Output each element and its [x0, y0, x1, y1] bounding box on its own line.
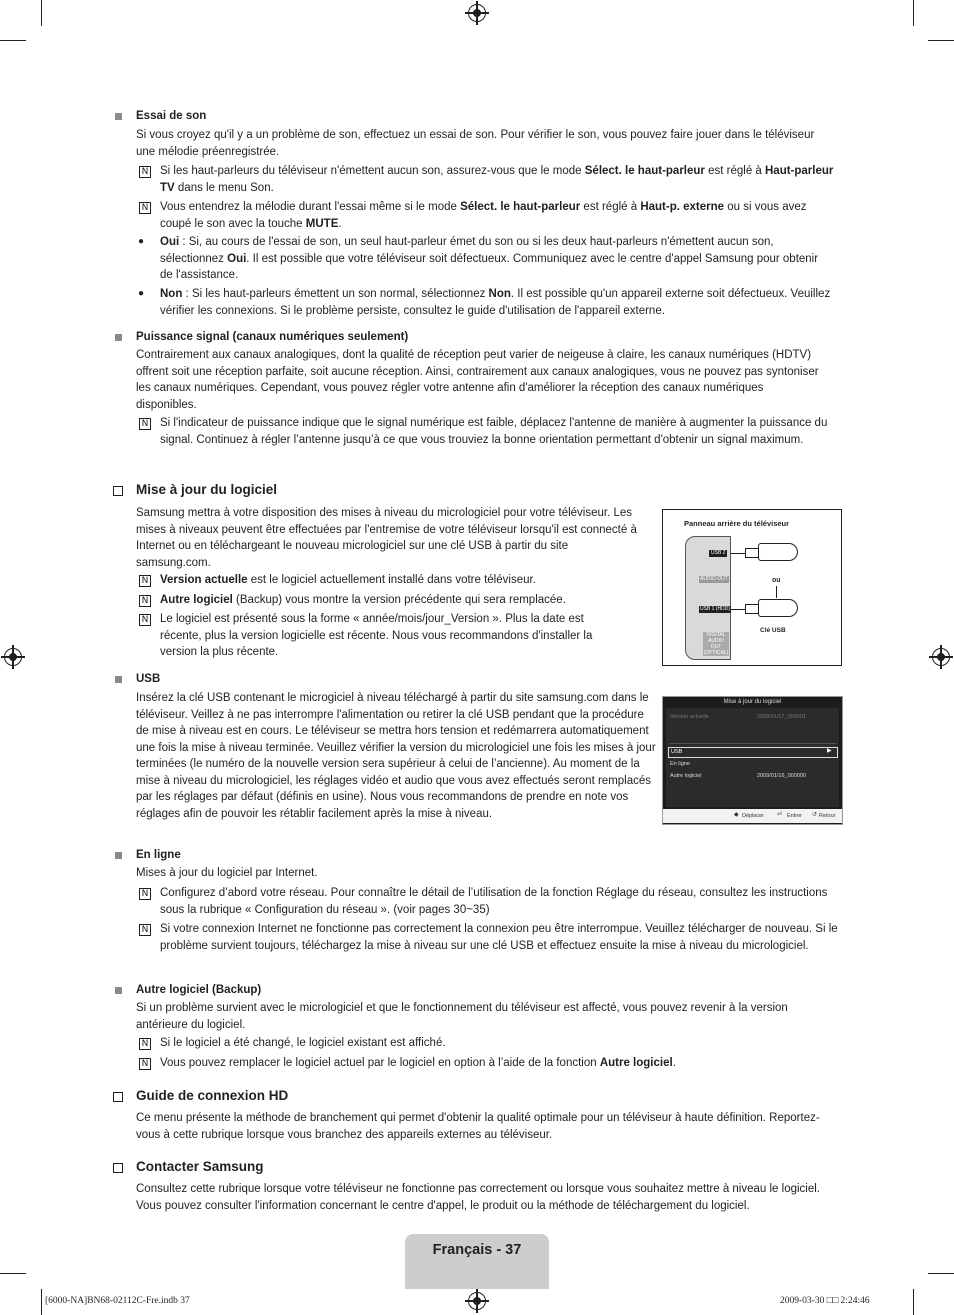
note-icon: N	[139, 888, 151, 900]
note-icon: N	[139, 924, 151, 936]
note-icon: N	[139, 614, 151, 626]
registration-mark-top	[468, 4, 486, 22]
section-title-puissance-signal: Puissance signal (canaux numériques seulement)	[136, 331, 409, 343]
print-date-info: 2009-03-30 □□ 2:24:46	[780, 1296, 870, 1306]
menu-row-usb[interactable]	[668, 747, 838, 758]
print-file-info: [6000-NA]BN68-02112C-Fre.indb 37	[45, 1296, 190, 1306]
enter-icon: ⏎	[777, 812, 783, 818]
bullet-square-icon	[115, 676, 122, 683]
rear-panel-title: Panneau arrière du téléviseur	[684, 519, 790, 528]
autre-logiciel-note-1: Si le logiciel a été changé, le logiciel existant est affiché.	[160, 1037, 446, 1049]
note-icon: N	[139, 1058, 151, 1070]
section-checkbox-icon	[113, 1163, 123, 1173]
usb-plug	[745, 604, 759, 614]
essai-oui: Oui : Si, au cours de l'essai de son, un seul haut-parleur émet du son ou si les deux haut-parleurs n'émettent aucun son, sélectionnez Oui. Il est possible que votre téléviseur soit défectueux. Communiquez avec le centre d'appel Samsung pour obtenir de l'assistance.	[160, 236, 819, 281]
note-icon: N	[139, 166, 151, 178]
page-number-label: Français - 37	[432, 1242, 522, 1258]
section-checkbox-icon	[113, 1092, 123, 1102]
usb-connector-line	[731, 609, 745, 610]
usb-key-icon	[758, 599, 798, 617]
section-title-autre-logiciel: Autre logiciel (Backup)	[136, 984, 262, 996]
note-icon: N	[139, 575, 151, 587]
usb-body: Insérez la clé USB contenant le microgiciel à niveau téléchargé à partir du site samsung.com dans le téléviseur. Veillez à ne pas interrompre l'alimentation ou retirer la clé USB pendant que la procédure de mise à niveau est en cours. Le téléviseur se mettra hors tension et redémarrera automatiquement une fois la mise à niveau terminée. Veuillez vérifier la version du micrologiciel une fois les mises à jour terminées (le numéro de la nouvelle version sera supérieur à celui de l’ancienne). Au moment de la mise à niveau du micrologiciel, les réglages vidéo et audio que vous avez effectués seront remplacés par les réglages par défaut (définis en usine). Nous vous recommandons de prendre en note vos réglages afin de pouvoir les rétablir facilement après la mise à niveau.	[136, 692, 656, 820]
section-title-guide: Guide de connexion HD	[136, 1088, 289, 1103]
bullet-square-icon	[115, 113, 122, 120]
return-icon: ↺	[812, 812, 818, 818]
note-icon: N	[139, 1038, 151, 1050]
registration-mark-bottom	[468, 1292, 486, 1310]
menu-row-usb-label: USB	[671, 749, 683, 755]
ou-connector-line	[776, 586, 777, 598]
port-usb1-label: USB 1 (HDD)	[700, 606, 731, 612]
menu-title: Mise à jour du logiciel	[723, 699, 782, 705]
menu-row-autre-label[interactable]: Autre logiciel	[670, 773, 702, 779]
section-checkbox-icon	[113, 486, 123, 496]
autre-logiciel-note-2: Vous pouvez remplacer le logiciel actuel par le logiciel en option à l’aide de la fonction Autre logiciel.	[160, 1057, 676, 1069]
section-title-en-ligne: En ligne	[136, 849, 181, 861]
en-ligne-note-1: Configurez d’abord votre réseau. Pour connaître le détail de l’utilisation de la fonction Réglage du réseau, consultez les instructions sous la rubrique « Configuration du réseau ». (voir pages 30~35)	[160, 887, 828, 916]
puissance-signal-note: Si l'indicateur de puissance indique que le signal numérique est faible, déplacez l'antenne de manière à augmenter la puissance du signal. Continuez à régler l’antenne jusqu’à ce que vous trouviez la bonne orientation permettant d'obtenir un signal maximum.	[160, 417, 828, 446]
menu-row-version-value: 2009/01/17_000001	[757, 714, 806, 720]
note-icon: N	[139, 418, 151, 430]
rear-panel-figure	[662, 509, 842, 666]
en-ligne-note-2: Si votre connexion Internet ne fonctionne pas correctement la connexion peu être interrompue. Veuillez télécharger de nouveau. Si le problème survient toujours, téléchargez la mise à niveau sur une clé USB et effectuez ensuite la mise à niveau du micrologiciel.	[160, 923, 838, 952]
essai-note-2: Vous entendrez la mélodie durant l'essai même si le mode Sélect. le haut-parleur est réglé à Haut-p. externe ou si vous avez coupé le son avec la touche MUTE.	[160, 201, 807, 230]
port-audio-label: AUDIO OUT	[700, 576, 728, 582]
menu-row-en-ligne[interactable]: En ligne	[670, 761, 690, 767]
note-icon: N	[139, 202, 151, 214]
menu-row-version-label: Version actuelle	[670, 714, 709, 720]
contacter-body: Consultez cette rubrique lorsque votre téléviseur ne fonctionne pas correctement ou lorsque vous souhaitez mettre à niveau le logiciel. Vous pouvez consulter l'information concernant le centre d'appel, le produit ou la méthode de téléchargement du logiciel.	[136, 1183, 820, 1212]
section-title-mise-a-jour: Mise à jour du logiciel	[136, 482, 278, 497]
bullet-dot-icon: ●	[138, 288, 145, 299]
section-title-contacter: Contacter Samsung	[136, 1159, 264, 1174]
software-update-menu-figure	[662, 696, 843, 825]
menu-row-autre-value: 2009/01/16_000000	[757, 773, 806, 779]
mise-a-jour-note-1: Version actuelle est le logiciel actuellement installé dans votre téléviseur.	[160, 574, 536, 586]
essai-non: Non : Si les haut-parleurs émettent un son normal, sélectionnez Non. Il est possible qu'un appareil externe soit défectueux. Veuillez vérifier les connexions. Si le problème persiste, consultez le guide d'utilisation de l'appareil externe.	[160, 288, 831, 317]
bullet-square-icon	[115, 987, 122, 994]
puissance-signal-body: Contrairement aux canaux analogiques, dont la qualité de réception peut varier de neigeuse à claire, les canaux numériques (HDTV) offrent soit une réception parfaite, soit aucune réception. Ainsi, contrairement aux canaux analogiques, vous ne pouvez pas syntoniser les canaux numériques. Cependant, vous pouvez régler votre antenne afin d'améliorer la réception des canaux numériques disponibles.	[136, 349, 819, 411]
registration-mark-left	[4, 648, 22, 666]
usb-connector-line	[731, 553, 745, 554]
mise-a-jour-body: Samsung mettra à votre disposition des mises à niveau du micrologiciel pour votre téléviseur. Les mises à niveaux peuvent être effectuées par l'entremise de votre téléviseur lorsqu'il est connecté à Internet ou en téléchargeant le nouveau micrologiciel sur une clé USB à partir du site samsung.com.	[136, 507, 637, 569]
bullet-square-icon	[115, 334, 122, 341]
usb-key-icon	[758, 543, 798, 561]
note-icon: N	[139, 595, 151, 607]
footer-move-label: Déplacer	[742, 813, 765, 819]
menu-divider	[670, 743, 836, 744]
section-title-essai-de-son: Essai de son	[136, 110, 207, 122]
bullet-square-icon	[115, 852, 122, 859]
section-title-usb: USB	[136, 673, 161, 685]
port-usb2-label: USB 2	[711, 550, 726, 556]
bullet-dot-icon: ●	[138, 236, 145, 247]
en-ligne-body: Mises à jour du logiciel par Internet.	[136, 867, 318, 879]
footer-enter-label: Entrer	[787, 813, 802, 819]
move-icon: ◆	[734, 812, 739, 818]
autre-logiciel-body: Si un problème survient avec le micrologiciel et que le fonctionnement du téléviseur est affecté, vous pouvez revenir à la version antérieure du logiciel.	[136, 1002, 788, 1031]
usb-plug	[745, 548, 759, 558]
arrow-right-icon: ▶	[827, 748, 832, 754]
mise-a-jour-note-3: Le logiciel est présenté sous la forme « année/mois/jour_Version ». Plus la date est récente, plus la version logicielle est récente. Nous vous recommandons d'installer la version la plus récente.	[160, 613, 593, 658]
mise-a-jour-note-2: Autre logiciel (Backup) vous montre la version précédente qui sera remplacée.	[160, 594, 566, 606]
essai-de-son-body: Si vous croyez qu'il y a un problème de son, effectuez un essai de son. Pour vérifier le son, vous pouvez faire jouer dans le téléviseur une mélodie préenregistrée.	[136, 129, 815, 158]
guide-body: Ce menu présente la méthode de branchement qui permet d'obtenir la qualité optimale pour un téléviseur à haute définition. Reportez-vous à cette rubrique lorsque vous branchez des appareils externes au téléviseur.	[136, 1112, 820, 1141]
port-digital-label: DIGITAL AUDIO OUT (OPTICAL)	[703, 632, 729, 656]
essai-note-1: Si les haut-parleurs du téléviseur n'émettent aucun son, assurez-vous que le mode Sélect. le haut-parleur est réglé à Haut-parleur TV dans le menu Son.	[160, 165, 834, 194]
registration-mark-right	[932, 648, 950, 666]
ou-label: ou	[772, 577, 781, 584]
cle-usb-label: Clé USB	[760, 627, 786, 634]
footer-return-label: Retour	[819, 813, 836, 819]
